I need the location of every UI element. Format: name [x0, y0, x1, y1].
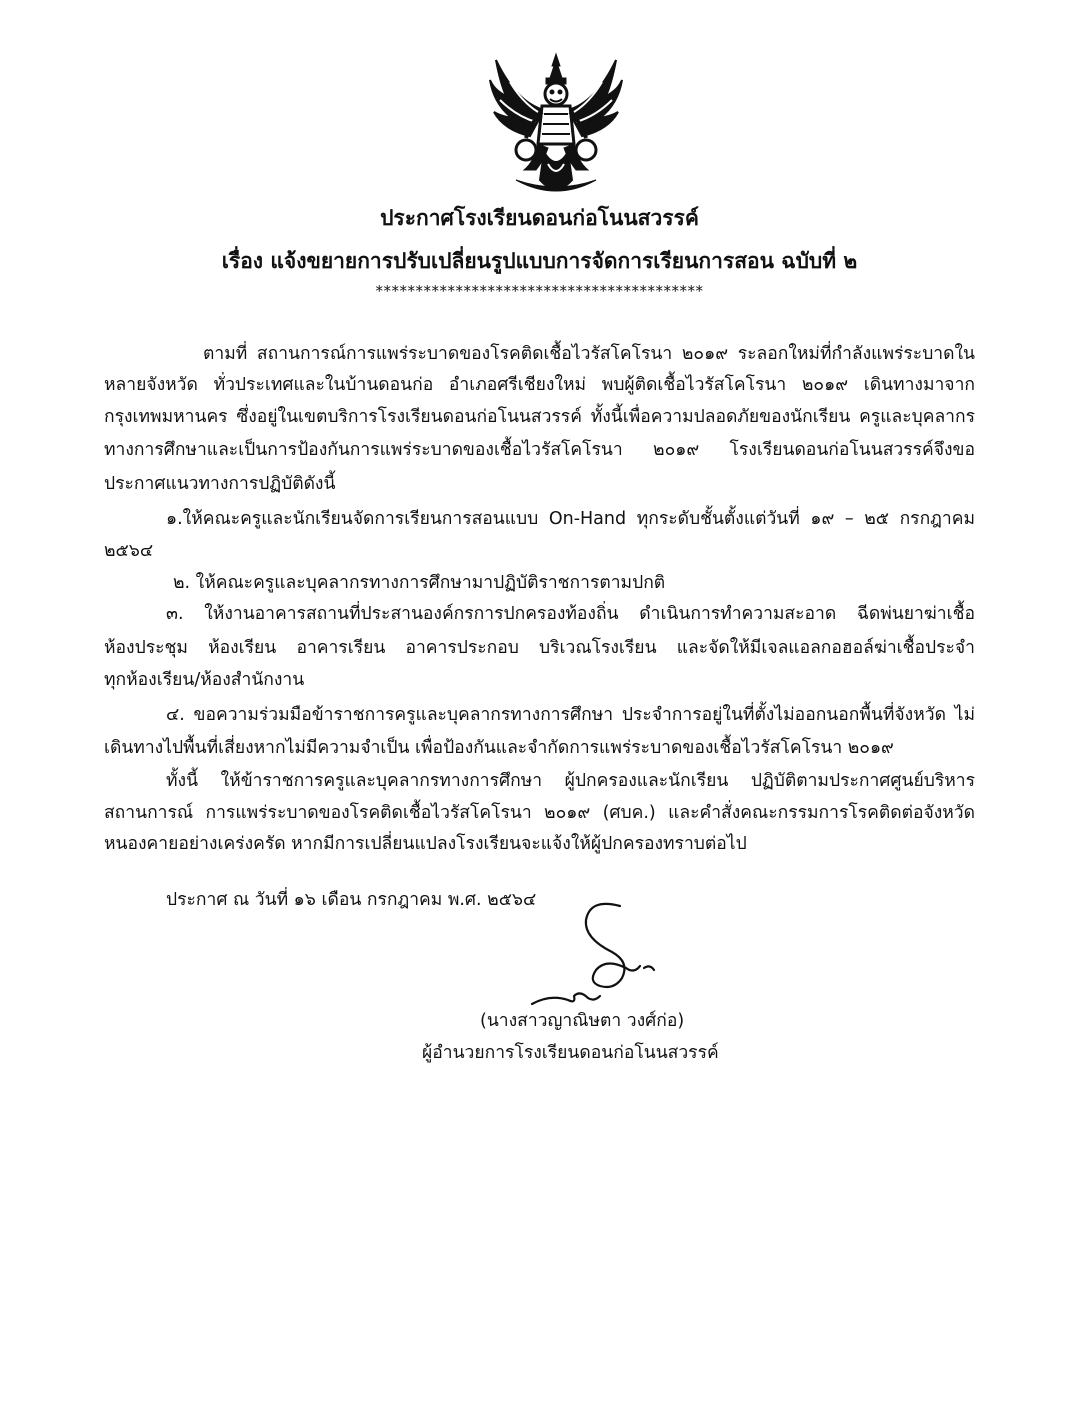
- list-item-line: เดินทางไปพื้นที่เสี่ยงหากไม่มีความจำเป็น เพื่อป้องกันและจำกัดการแพร่ระบาดของเชื้อไวรัสโคโรนา ๒๐๑๙: [104, 738, 894, 758]
- list-item-line: ๑.ให้คณะครูและนักเรียนจัดการเรียนการสอนแบบ On-Hand ทุกระดับชั้นตั้งแต่วันที่ ๑๙ – ๒๕ กรกฎาคม: [166, 509, 975, 529]
- list-item-line: ทุกห้องเรียน/ห้องสำนักงาน: [104, 670, 305, 690]
- signer-name: (นางสาวญาณิษตา วงศ์ก่อ): [480, 1011, 685, 1031]
- title-separator: *****************************************: [375, 282, 704, 300]
- paragraph-line: สถานการณ์ การแพร่ระบาดของโรคติดเชื้อไวรัสโคโรนา ๒๐๑๙ (ศบค.) และคำสั่งคณะกรรมการโรคติดต่อจังหวัด: [104, 803, 975, 823]
- paragraph-line: ทางการศึกษาและเป็นการป้องกันการแพร่ระบาดของเชื้อไวรัสโคโรนา ๒๐๑๙ โรงเรียนดอนก่อโนนสวรรค์จึงขอ: [104, 440, 975, 460]
- list-item-line: ๒. ให้คณะครูและบุคลากรทางการศึกษามาปฏิบัติราชการตามปกติ: [173, 573, 666, 593]
- signer-title: ผู้อำนวยการโรงเรียนดอนก่อโนนสวรรค์: [422, 1043, 719, 1063]
- handwritten-signature: [530, 898, 660, 1008]
- list-item-line: ๔. ขอความร่วมมือข้าราชการครูและบุคลากรทางการศึกษา ประจำการอยู่ในที่ตั้งไม่ออกนอกพื้นที่จังหวัด ไม่: [166, 705, 975, 725]
- garuda-emblem-icon: [486, 52, 626, 202]
- list-item-line: ๓. ให้งานอาคารสถานที่ประสานองค์กรการปกครองท้องถิ่น ดำเนินการทำความสะอาด ฉีดพ่นยาฆ่าเชื้อ: [166, 604, 975, 624]
- list-item-line: ๒๕๖๔: [104, 541, 154, 561]
- paragraph-line: ตามที่ สถานการณ์การแพร่ระบาดของโรคติดเชื้อไวรัสโคโรนา ๒๐๑๙ ระลอกใหม่ที่กำลังแพร่ระบาดใน: [203, 344, 975, 364]
- announcement-date: ประกาศ ณ วันที่ ๑๖ เดือน กรกฎาคม พ.ศ. ๒๕๖๔: [166, 890, 537, 910]
- announcement-title: ประกาศโรงเรียนดอนก่อโนนสวรรค์: [380, 206, 699, 230]
- paragraph-line: กรุงเทพมหานคร ซึ่งอยู่ในเขตบริการโรงเรียนดอนก่อโนนสวรรค์ ทั้งนี้เพื่อความปลอดภัยของนักเรียน ครูและบุคลากร: [104, 407, 975, 427]
- list-item-line: ห้องประชุม ห้องเรียน อาคารเรียน อาคารประกอบ บริเวณโรงเรียน และจัดให้มีเจลแอลกอฮอล์ฆ่าเชื้อประจำ: [104, 638, 975, 658]
- paragraph-line: ประกาศแนวทางการปฏิบัติดังนี้: [104, 474, 336, 494]
- paragraph-line: ทั้งนี้ ให้ข้าราชการครูและบุคลากรทางการศึกษา ผู้ปกครองและนักเรียน ปฏิบัติตามประกาศศูนย์บริหาร: [166, 771, 975, 791]
- announcement-subject: เรื่อง แจ้งขยายการปรับเปลี่ยนรูปแบบการจัดการเรียนการสอน ฉบับที่ ๒: [221, 249, 858, 273]
- paragraph-line: หนองคายอย่างเคร่งครัด หากมีการเปลี่ยนแปลงโรงเรียนจะแจ้งให้ผู้ปกครองทราบต่อไป: [104, 834, 747, 854]
- paragraph-line: หลายจังหวัด ทั่วประเทศและในบ้านดอนก่อ อำเภอศรีเชียงใหม่ พบผู้ติดเชื้อไวรัสโคโรนา ๒๐๑๙ เดินทางมาจาก: [104, 375, 975, 395]
